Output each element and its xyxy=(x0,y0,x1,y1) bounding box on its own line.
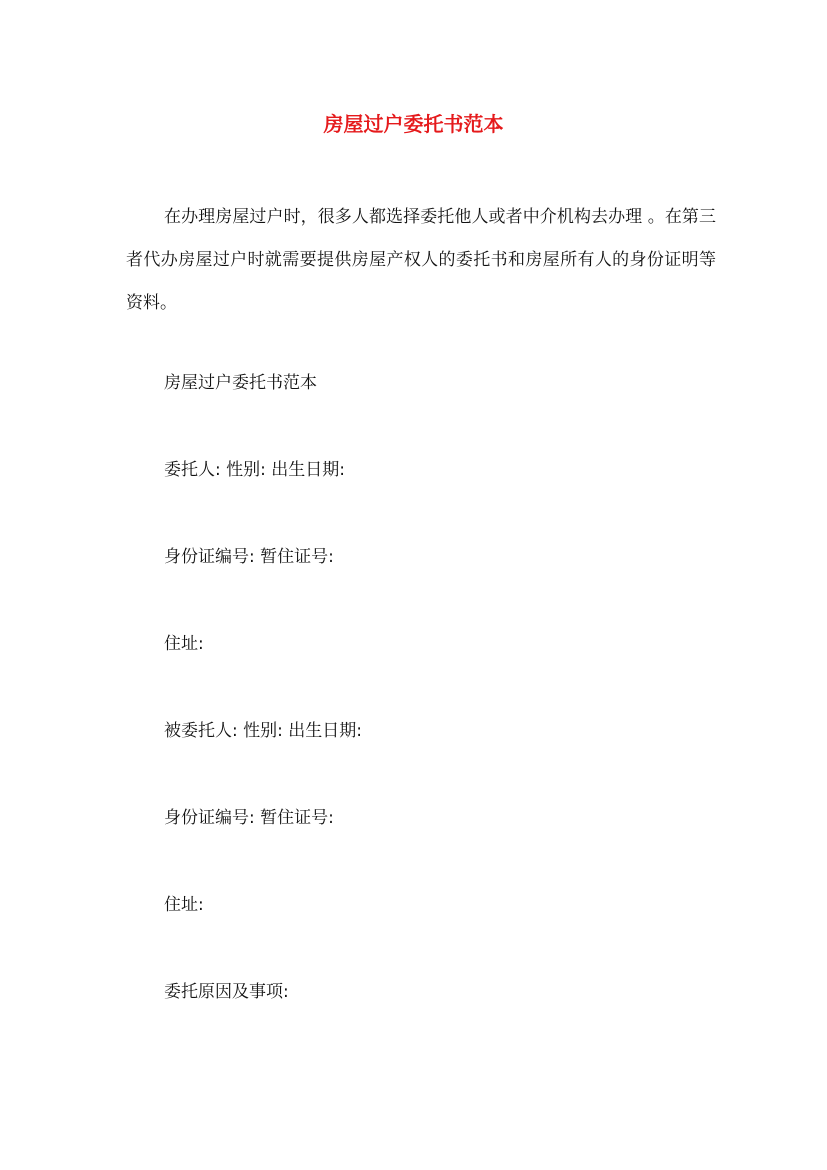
client-info-line: 委托人: 性别: 出生日期: xyxy=(164,460,345,480)
agent-info-line: 被委托人: 性别: 出生日期: xyxy=(164,721,362,741)
agent-id-line: 身份证编号: 暂住证号: xyxy=(164,808,334,828)
intro-paragraph-block xyxy=(126,196,716,325)
document-title: 房屋过户委托书范本 xyxy=(323,112,504,136)
intro-paragraph: 在办理房屋过户时，很多人都选择委托他人或者中介机构去办理 。在第三者代办房屋过户时就需要提供房屋产权人的委托书和房屋所有人的身份证明等资料。 xyxy=(126,207,716,313)
client-id-line: 身份证编号: 暂住证号: xyxy=(164,547,334,567)
sample-heading: 房屋过户委托书范本 xyxy=(164,373,317,393)
delegation-reason-line: 委托原因及事项: xyxy=(164,982,289,1002)
client-address-line: 住址: xyxy=(164,634,204,654)
agent-address-line: 住址: xyxy=(164,895,204,915)
